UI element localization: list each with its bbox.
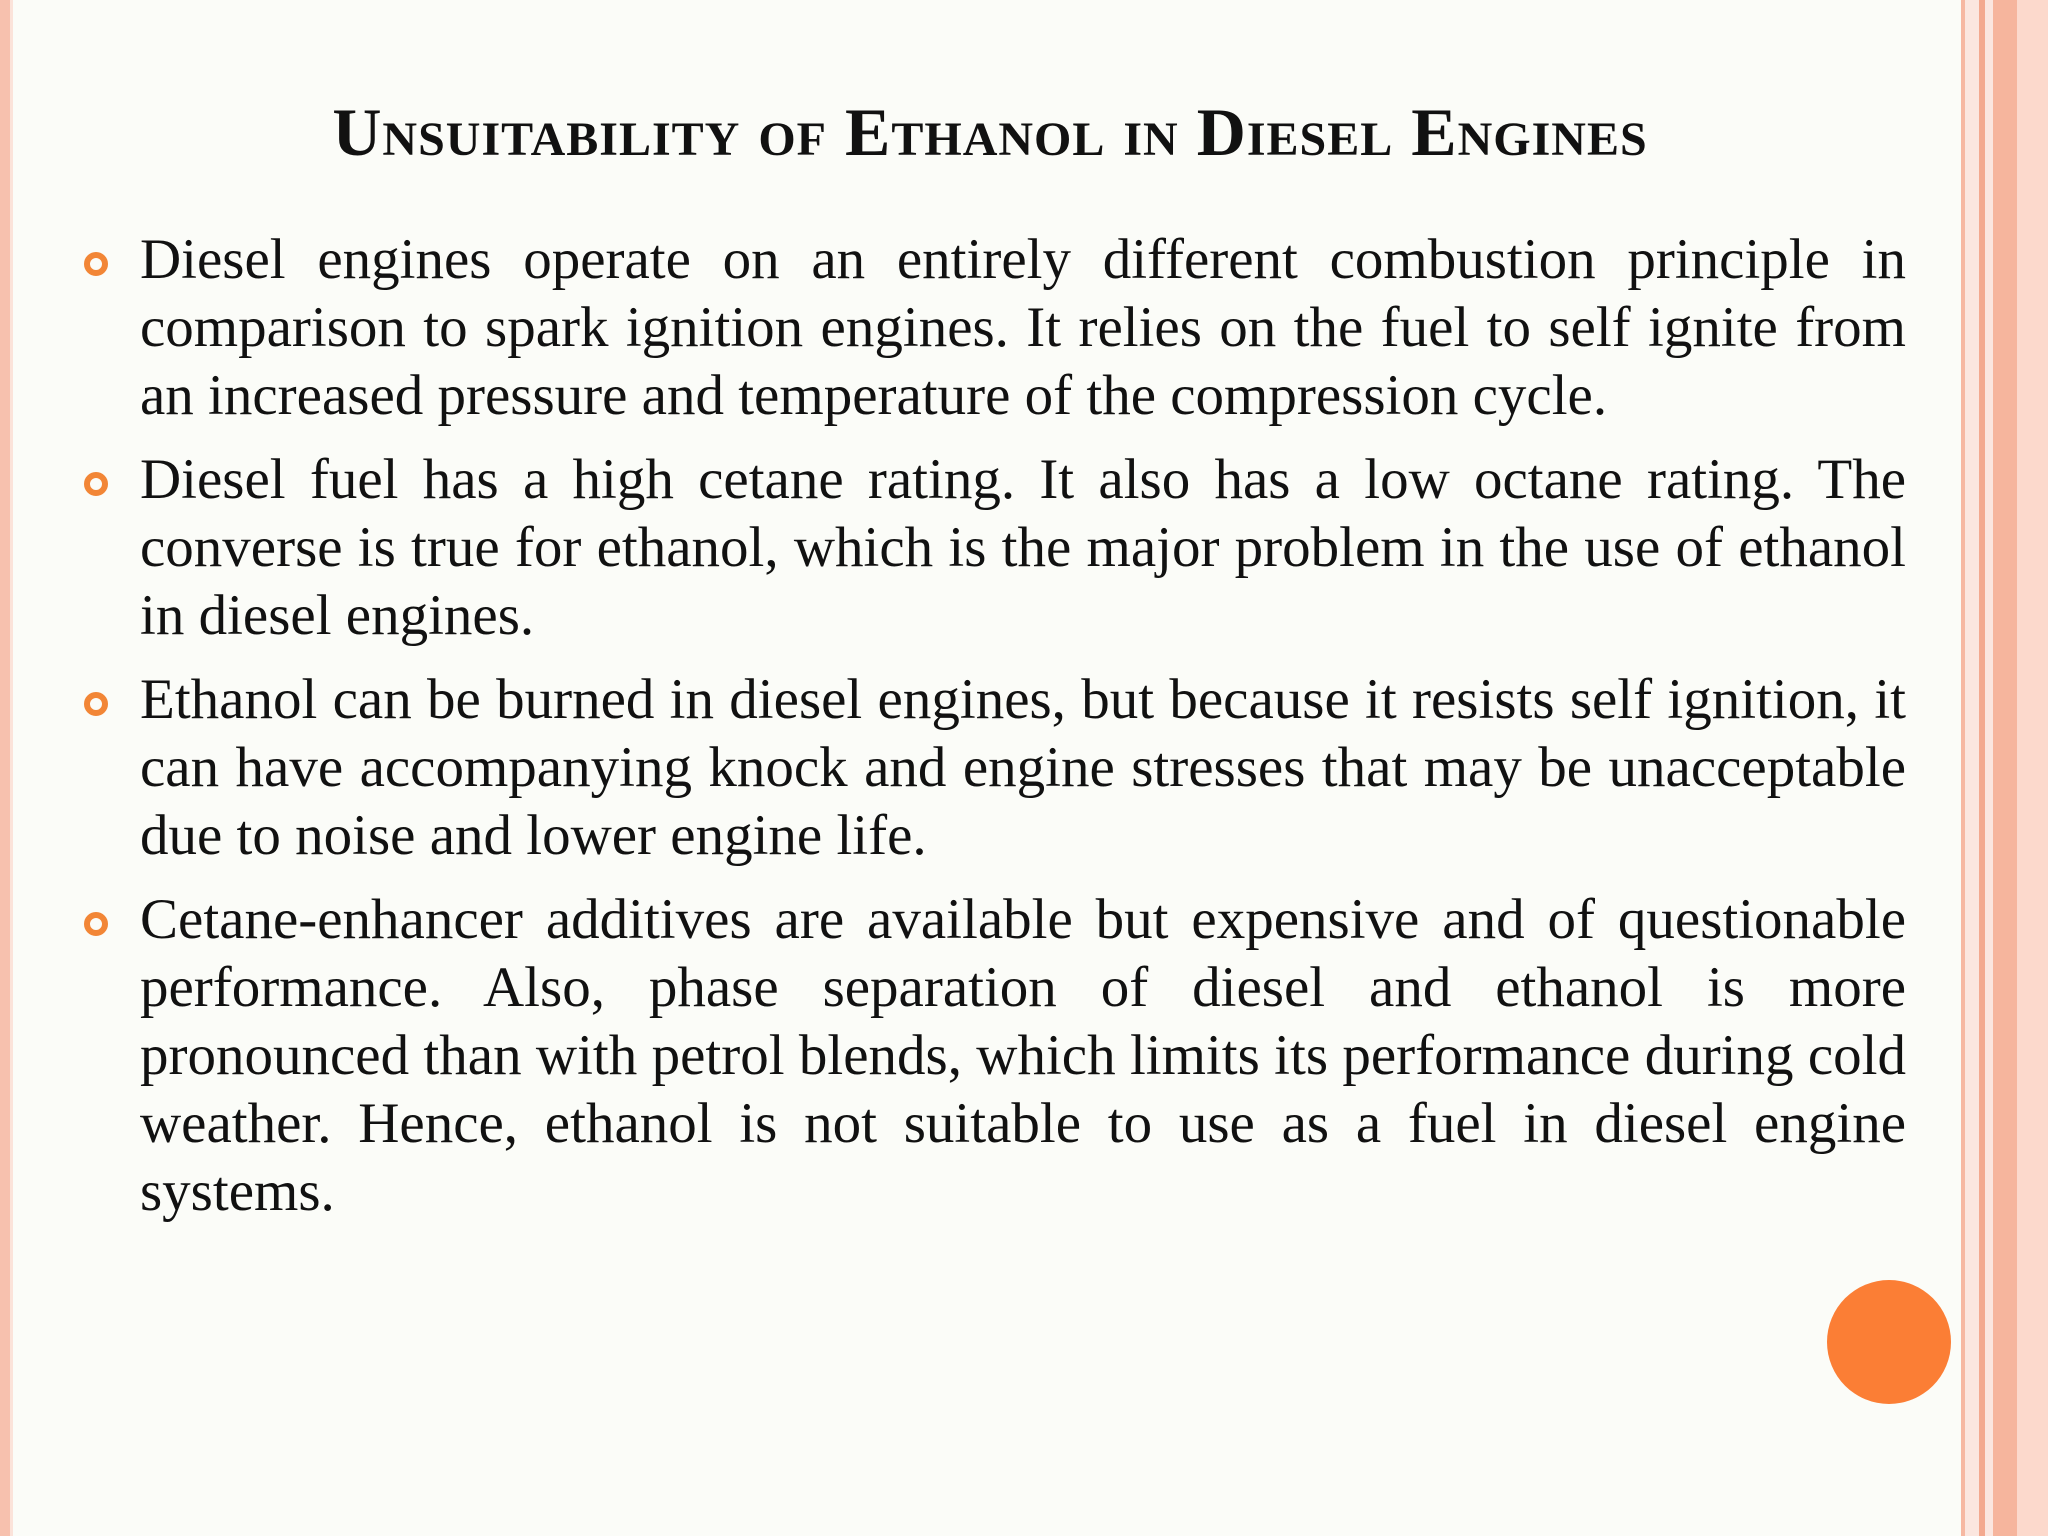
bullet-text: Ethanol can be burned in diesel engines, but because it resists self ignition, it can have accompanying knock and engine stresses that may be unacceptable due to noise and lower engine life. [140,668,1906,867]
bullet-text: Diesel engines operate on an entirely different combustion principle in comparison to spark ignition engines. It relies on the fuel to self ignite from an increased pressure and temperature of the compression cycle. [140,228,1906,427]
orange-decorative-circle [1827,1280,1951,1404]
bullet-item [70,226,1906,430]
right-border-stripe [2017,0,2048,1536]
left-decorative-stripe [0,0,10,1536]
right-border-stripe [1985,0,1993,1536]
bullet-text: Cetane-enhancer additives are available but expensive and of questionable performance. Also, phase separation of diesel and ethanol is more pronounced than with petrol blends, which limits its performance during cold weather. Hence, ethanol is not suitable to use as a fuel in diesel engine systems. [140,888,1906,1223]
ring-bullet-icon [84,912,108,936]
right-border-stripe [1965,0,1979,1536]
bullet-list [70,226,1906,1242]
slide-title: Unsuitability of Ethanol in Diesel Engines [332,94,1648,170]
bullet-item [70,666,1906,870]
right-border-stripe [1993,0,2017,1536]
bullet-item [70,886,1906,1226]
ring-bullet-icon [84,692,108,716]
ring-bullet-icon [84,252,108,276]
bullet-item [70,446,1906,650]
ring-bullet-icon [84,472,108,496]
bullet-text: Diesel fuel has a high cetane rating. It also has a low octane rating. The converse is true for ethanol, which is the major problem in the use of ethanol in diesel engines. [140,448,1906,647]
